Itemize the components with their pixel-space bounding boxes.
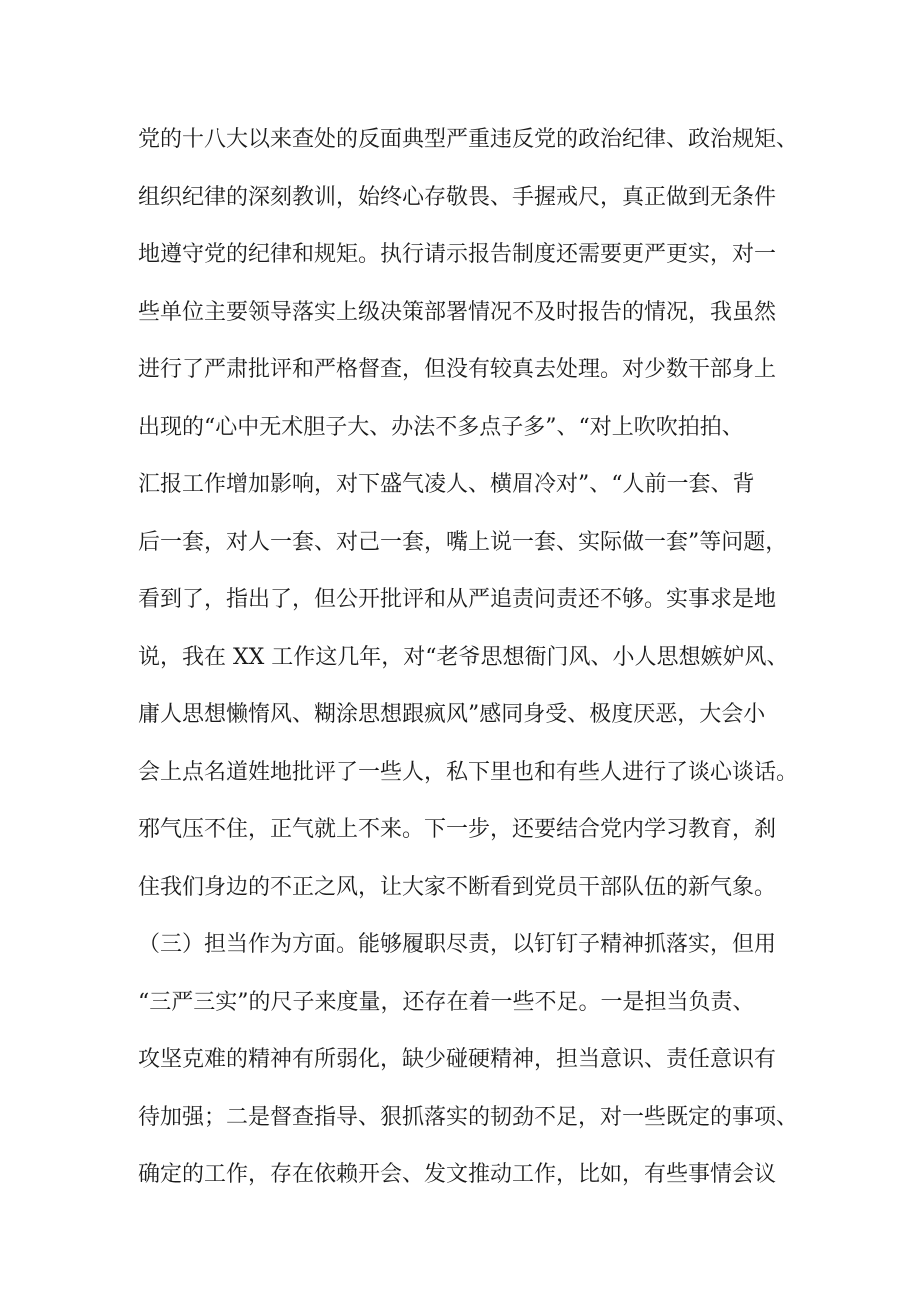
text-line: 会上点名道姓地批评了一些人，私下里也和有些人进行了谈心谈话。 bbox=[138, 759, 799, 785]
text-line: 后一套，对人一套、对己一套，嘴上说一套、实际做一套”等问题， bbox=[138, 529, 788, 555]
text-line: 庸人思想懒惰风、糊涂思想跟疯风”感同身受、极度厌恶，大会小 bbox=[138, 702, 766, 727]
text-line: 邪气压不住，正气就上不来。下一步，还要结合党内学习教育，刹 bbox=[138, 817, 777, 842]
text-line: 说，我在 XX 工作这几年，对“老爷思想衙门风、小人思想嫉妒风、 bbox=[138, 644, 789, 670]
text-line: “三严三实”的尺子来度量，还存在着一些不足。一是担当负责、 bbox=[138, 989, 755, 1015]
text-line: 地遵守党的纪律和规矩。执行请示报告制度还需要更严更实，对一 bbox=[138, 242, 777, 267]
text-line: 进行了严肃批评和严格督查，但没有较真去处理。对少数干部身上 bbox=[138, 357, 777, 382]
text-line: 组织纪律的深刻教训，始终心存敬畏、手握戒尺，真正做到无条件 bbox=[138, 184, 777, 210]
text-line: 党的十八大以来查处的反面典型严重违反党的政治纪律、政治规矩、 bbox=[138, 127, 799, 152]
text-line: 确定的工作，存在依赖开会、发文推动工作，比如，有些事情会议 bbox=[138, 1162, 777, 1187]
text-line: 出现的“心中无术胆子大、办法不多点子多”、“对上吹吹拍拍、 bbox=[138, 414, 744, 440]
document-body bbox=[138, 118, 818, 1211]
text-line: 些单位主要领导落实上级决策部署情况不及时报告的情况，我虽然 bbox=[138, 299, 777, 325]
text-line: 看到了，指出了，但公开批评和从严追责问责还不够。实事求是地 bbox=[138, 587, 777, 612]
text-line: 待加强；二是督查指导、狠抓落实的韧劲不足，对一些既定的事项、 bbox=[138, 1104, 799, 1130]
text-line: 住我们身边的不正之风，让大家不断看到党员干部队伍的新气象。 bbox=[138, 874, 777, 900]
text-line: 汇报工作增加影响，对下盛气凌人、横眉冷对”、“人前一套、背 bbox=[138, 472, 755, 497]
section-heading-line: （三）担当作为方面。能够履职尽责，以钉钉子精神抓落实，但用 bbox=[138, 932, 777, 957]
text-line: 攻坚克难的精神有所弱化，缺少碰硬精神，担当意识、责任意识有 bbox=[138, 1047, 777, 1072]
